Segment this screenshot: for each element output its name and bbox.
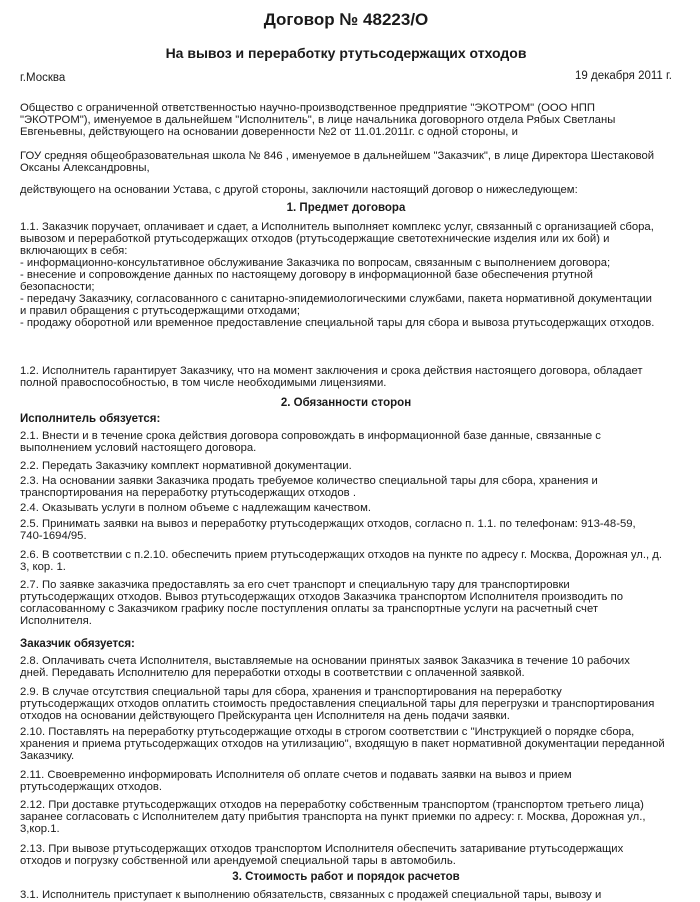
paragraph-parties-customer (20, 150, 672, 174)
clause-2-1 (20, 430, 672, 454)
text-line: заранее согласовать с Исполнителем дату прибытия транспорта на пункт приемки по адресу: г. Москва, Дорожная ул., (20, 811, 646, 823)
text-line: ртутьсодержащих отходов. Вывоз ртутьсодержащих отходов Заказчика транспортом Исполнителя производить по (20, 591, 623, 603)
text-line: 3.1. Исполнитель приступает к выполнению обязательств, связанных с продажей специальной тары, вывозу и (20, 889, 602, 901)
text-line: отходов на основании действующего Прейскуранта цен Исполнителя на день подачи заявки. (20, 710, 510, 722)
clause-2-9 (20, 686, 672, 722)
text-line: отходов и погрузку собственной или арендуемой специальной тары в автомобиль. (20, 855, 456, 867)
text-line: полной правоспособностью, в том числе необходимыми лицензиями. (20, 377, 387, 389)
clause-2-4 (20, 502, 672, 514)
text-line: 2.5. Принимать заявки на вывоз и переработку ртутьсодержащих отходов, согласно п. 1.1. по телефонам: 913-48-59, (20, 518, 636, 530)
text-line: 2.10. Поставлять на переработку ртутьсодержащие отходы в строгом соответствии с "Инструкцией о порядке сбора, (20, 726, 635, 738)
city: г.Москва (20, 72, 66, 84)
text-line: - внесение и сопровождение данных по настоящему договору в информационной базе обеспечения ртутной (20, 269, 593, 281)
text-line: действующего на основании Устава, с другой стороны, заключили настоящий договор о нижеследующем: (20, 184, 578, 196)
text-line: вывозом и переработкой ртутьсодержащих отходов (ртутьсодержащие светотехнические изделия или их бой) и (20, 233, 610, 245)
text-line: 2.13. При вывозе ртутьсодержащих отходов транспортом Исполнителя обеспечить затаривание ртутьсодержащих (20, 843, 624, 855)
clause-2-7 (20, 579, 672, 627)
paragraph-parties-executor (20, 102, 672, 138)
clause-2-13 (20, 843, 672, 867)
text-line: 2.1. Внести и в течение срока действия договора сопровождать в информационной базе данные, связанные с (20, 430, 601, 442)
text-line: выполнением условий настоящего договора. (20, 442, 257, 454)
executor-obligations-heading: Исполнитель обязуется: (20, 413, 161, 425)
clause-2-8 (20, 655, 672, 679)
section-1-heading: 1. Предмет договора (286, 202, 406, 214)
text-line: включающих в себя: (20, 245, 128, 257)
document-subtitle: На вывоз и переработку ртутьсодержащих отходов (165, 45, 527, 61)
section-2-heading: 2. Обязанности сторон (280, 397, 412, 409)
text-line: - информационно-консультативное обслуживание Заказчика по вопросам, связанным с выполнением договора; (20, 257, 611, 269)
text-line: Заказчику. (20, 750, 75, 762)
text-line: 2.3. На основании заявки Заказчика продать требуемое количество специальной тары для сбора, хранения и (20, 475, 598, 487)
text-line: 2.8. Оплачивать счета Исполнителя, выставляемые на основании принятых заявок Заказчика в течение 10 рабочих (20, 655, 630, 667)
clause-2-6 (20, 549, 672, 573)
text-line: безопасности; (20, 281, 95, 293)
clause-1-1 (20, 221, 672, 329)
text-line: "ЭКОТРОМ"), именуемое в дальнейшем "Исполнитель", в лице начальника договорного отдела Рябых Светланы (20, 114, 616, 126)
clause-3-1 (20, 889, 672, 901)
text-line: ГОУ средняя общеобразовательная школа № 846 , именуемое в дальнейшем "Заказчик", в лице Директора Шестаковой (20, 150, 655, 162)
text-line: Оксаны Александровны, (20, 162, 150, 174)
text-line: 2.2. Передать Заказчику комплект нормативной документации. (20, 460, 352, 472)
text-line: и правил обращения с ртутьсодержащими отходами; (20, 305, 301, 317)
text-line: 2.4. Оказывать услуги в полном объеме с надлежащим качеством. (20, 502, 371, 514)
text-line: дней. Передавать Исполнителю для переработки отходы в соответствии с оплаченной заявкой. (20, 667, 525, 679)
text-line: - продажу оборотной или временное предоставление специальной тары для сбора и вывоза ртутьсодержащих отходов. (20, 317, 655, 329)
clause-2-11 (20, 769, 672, 793)
text-line: ртутьсодержащих отходов. (20, 781, 163, 793)
text-line: Исполнителя. (20, 615, 92, 627)
text-line: 1.2. Исполнитель гарантирует Заказчику, что на момент заключения и срока действия настоящего договора, обладает (20, 365, 643, 377)
clause-2-12 (20, 799, 672, 835)
text-line: 2.6. В соответствии с п.2.10. обеспечить прием ртутьсодержащих отходов на пункте по адресу г. Москва, Дорожная ул., д. (20, 549, 662, 561)
text-line: 740-1694/95. (20, 530, 87, 542)
text-line: ртутьсодержащих отходов оплатить стоимость предоставления специальной тары для перегрузки и транспортирования (20, 698, 655, 710)
text-line: 3, кор. 1. (20, 561, 66, 573)
paragraph-agreement (20, 184, 672, 196)
customer-obligations-heading: Заказчик обязуется: (20, 638, 135, 650)
text-line: - передачу Заказчику, согласованного с санитарно-эпидемиологическими службами, пакета нормативной документации (20, 293, 652, 305)
clause-2-5 (20, 518, 672, 542)
clause-2-10 (20, 726, 672, 762)
text-line: Общество с ограниченной ответственностью научно-производственное предприятие "ЭКОТРОМ" (ООО НПП (20, 102, 595, 114)
text-line: 2.7. По заявке заказчика предоставлять за его счет транспорт и специальную тару для транспортировки (20, 579, 570, 591)
clause-1-2 (20, 365, 672, 389)
text-line: 2.9. В случае отсутствия специальной тары для сбора, хранения и транспортирования на переработку (20, 686, 562, 698)
text-line: 2.12. При доставке ртутьсодержащих отходов на переработку собственным транспортом (транспортом третьего лица) (20, 799, 644, 811)
document-title: Договор № 48223/О (263, 10, 429, 29)
contract-date: 19 декабря 2011 г. (575, 70, 672, 82)
text-line: 1.1. Заказчик поручает, оплачивает и сдает, а Исполнитель выполняет комплекс услуг, связанный с организацией сбора, (20, 221, 654, 233)
clause-2-2 (20, 460, 672, 472)
text-line: транспортирования на переработку ртутьсодержащих отходов . (20, 487, 356, 499)
text-line: согласованному с Заказчиком графику после поступления оплаты за транспортные услуги на расчетный счет (20, 603, 599, 615)
text-line: хранения и приема ртутьсодержащих отходов на утилизацию", входящую в пакет нормативной документации переданной (20, 738, 665, 750)
section-3-heading: 3. Стоимость работ и порядок расчетов (232, 871, 460, 883)
text-line: 2.11. Своевременно информировать Исполнителя об оплате счетов и подавать заявки на вывоз и прием (20, 769, 572, 781)
text-line: 3,кор.1. (20, 823, 60, 835)
text-line: Евгеньевны, действующего на основании доверенности №2 от 11.01.2011г. с одной стороны, и (20, 126, 518, 138)
clause-2-3 (20, 475, 672, 499)
